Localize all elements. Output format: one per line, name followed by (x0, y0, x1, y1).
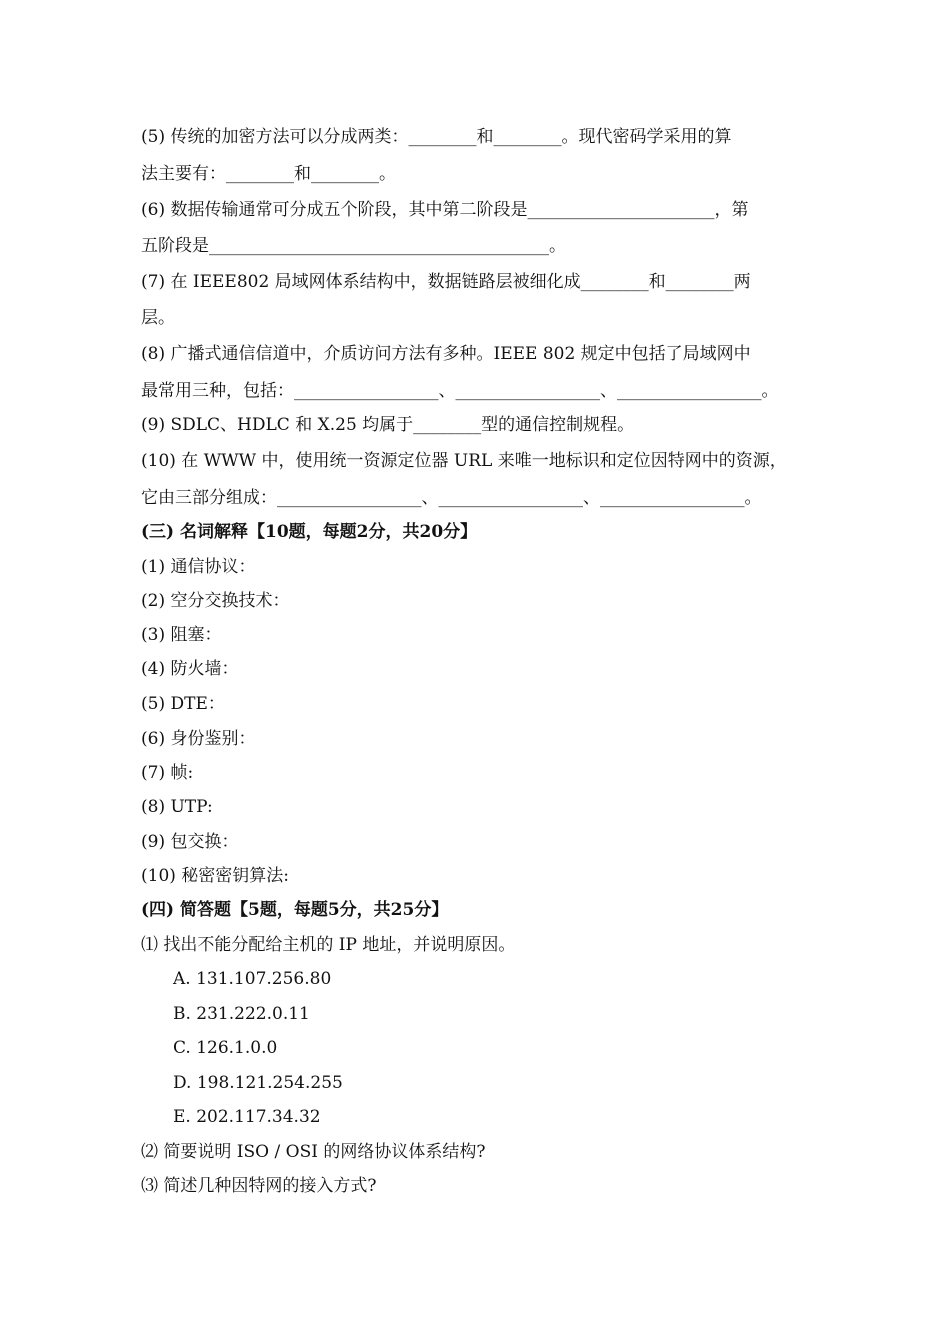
term-item-2: (2) 空分交换技术： (141, 591, 290, 611)
fill-in-q5-line1: (5) 传统的加密方法可以分成两类：________和________。现代密码学采用的算 (141, 127, 732, 147)
term-item-8: (8) UTP: (141, 797, 213, 817)
short-answer-q1: ⑴ 找出不能分配给主机的 IP 地址，并说明原因。 (141, 935, 516, 955)
section4-heading: (四) 简答题【5题，每题5分，共25分】 (141, 900, 449, 920)
fill-in-q6-line2: 五阶段是________________________________________。 (141, 236, 566, 256)
short-answer-q3: ⑶ 简述几种因特网的接入方式? (141, 1176, 377, 1196)
ip-option-d: D. 198.121.254.255 (173, 1073, 343, 1093)
fill-in-q10-line1: (10) 在 WWW 中，使用统一资源定位器 URL 来唯一地标识和定位因特网中的资源， (141, 451, 787, 471)
term-item-1: (1) 通信协议： (141, 557, 256, 577)
short-answer-q2: ⑵ 简要说明 ISO / OSI 的网络协议体系结构? (141, 1142, 486, 1162)
section3-heading: (三) 名词解释【10题，每题2分，共20分】 (141, 522, 478, 542)
term-item-5: (5) DTE： (141, 694, 225, 714)
term-item-9: (9) 包交换： (141, 832, 239, 852)
fill-in-q8-line2: 最常用三种，包括：_________________、_________________、_________________。 (141, 381, 779, 401)
term-item-7: (7) 帧: (141, 763, 194, 783)
term-item-3: (3) 阻塞： (141, 625, 222, 645)
ip-option-c: C. 126.1.0.0 (173, 1038, 278, 1058)
fill-in-q6-line1: (6) 数据传输通常可分成五个阶段，其中第二阶段是______________________，第 (141, 200, 749, 220)
ip-option-b: B. 231.222.0.11 (173, 1004, 310, 1024)
fill-in-q9-line1: (9) SDLC、HDLC 和 X.25 均属于________型的通信控制规程。 (141, 415, 635, 435)
term-item-4: (4) 防火墙： (141, 659, 239, 679)
term-item-6: (6) 身份鉴别： (141, 729, 256, 749)
fill-in-q8-line1: (8) 广播式通信信道中，介质访问方法有多种。IEEE 802 规定中包括了局域网中 (141, 344, 751, 364)
ip-option-e: E. 202.117.34.32 (173, 1107, 321, 1127)
fill-in-q5-line2: 法主要有：________和________。 (141, 164, 396, 184)
fill-in-q7-line1: (7) 在 IEEE802 局域网体系结构中，数据链路层被细化成________和________两 (141, 272, 751, 292)
fill-in-q10-line2: 它由三部分组成：_________________、_________________、_________________。 (141, 488, 762, 508)
term-item-10: (10) 秘密密钥算法: (141, 866, 290, 886)
fill-in-q7-line2: 层。 (141, 308, 175, 328)
ip-option-a: A. 131.107.256.80 (173, 969, 332, 989)
